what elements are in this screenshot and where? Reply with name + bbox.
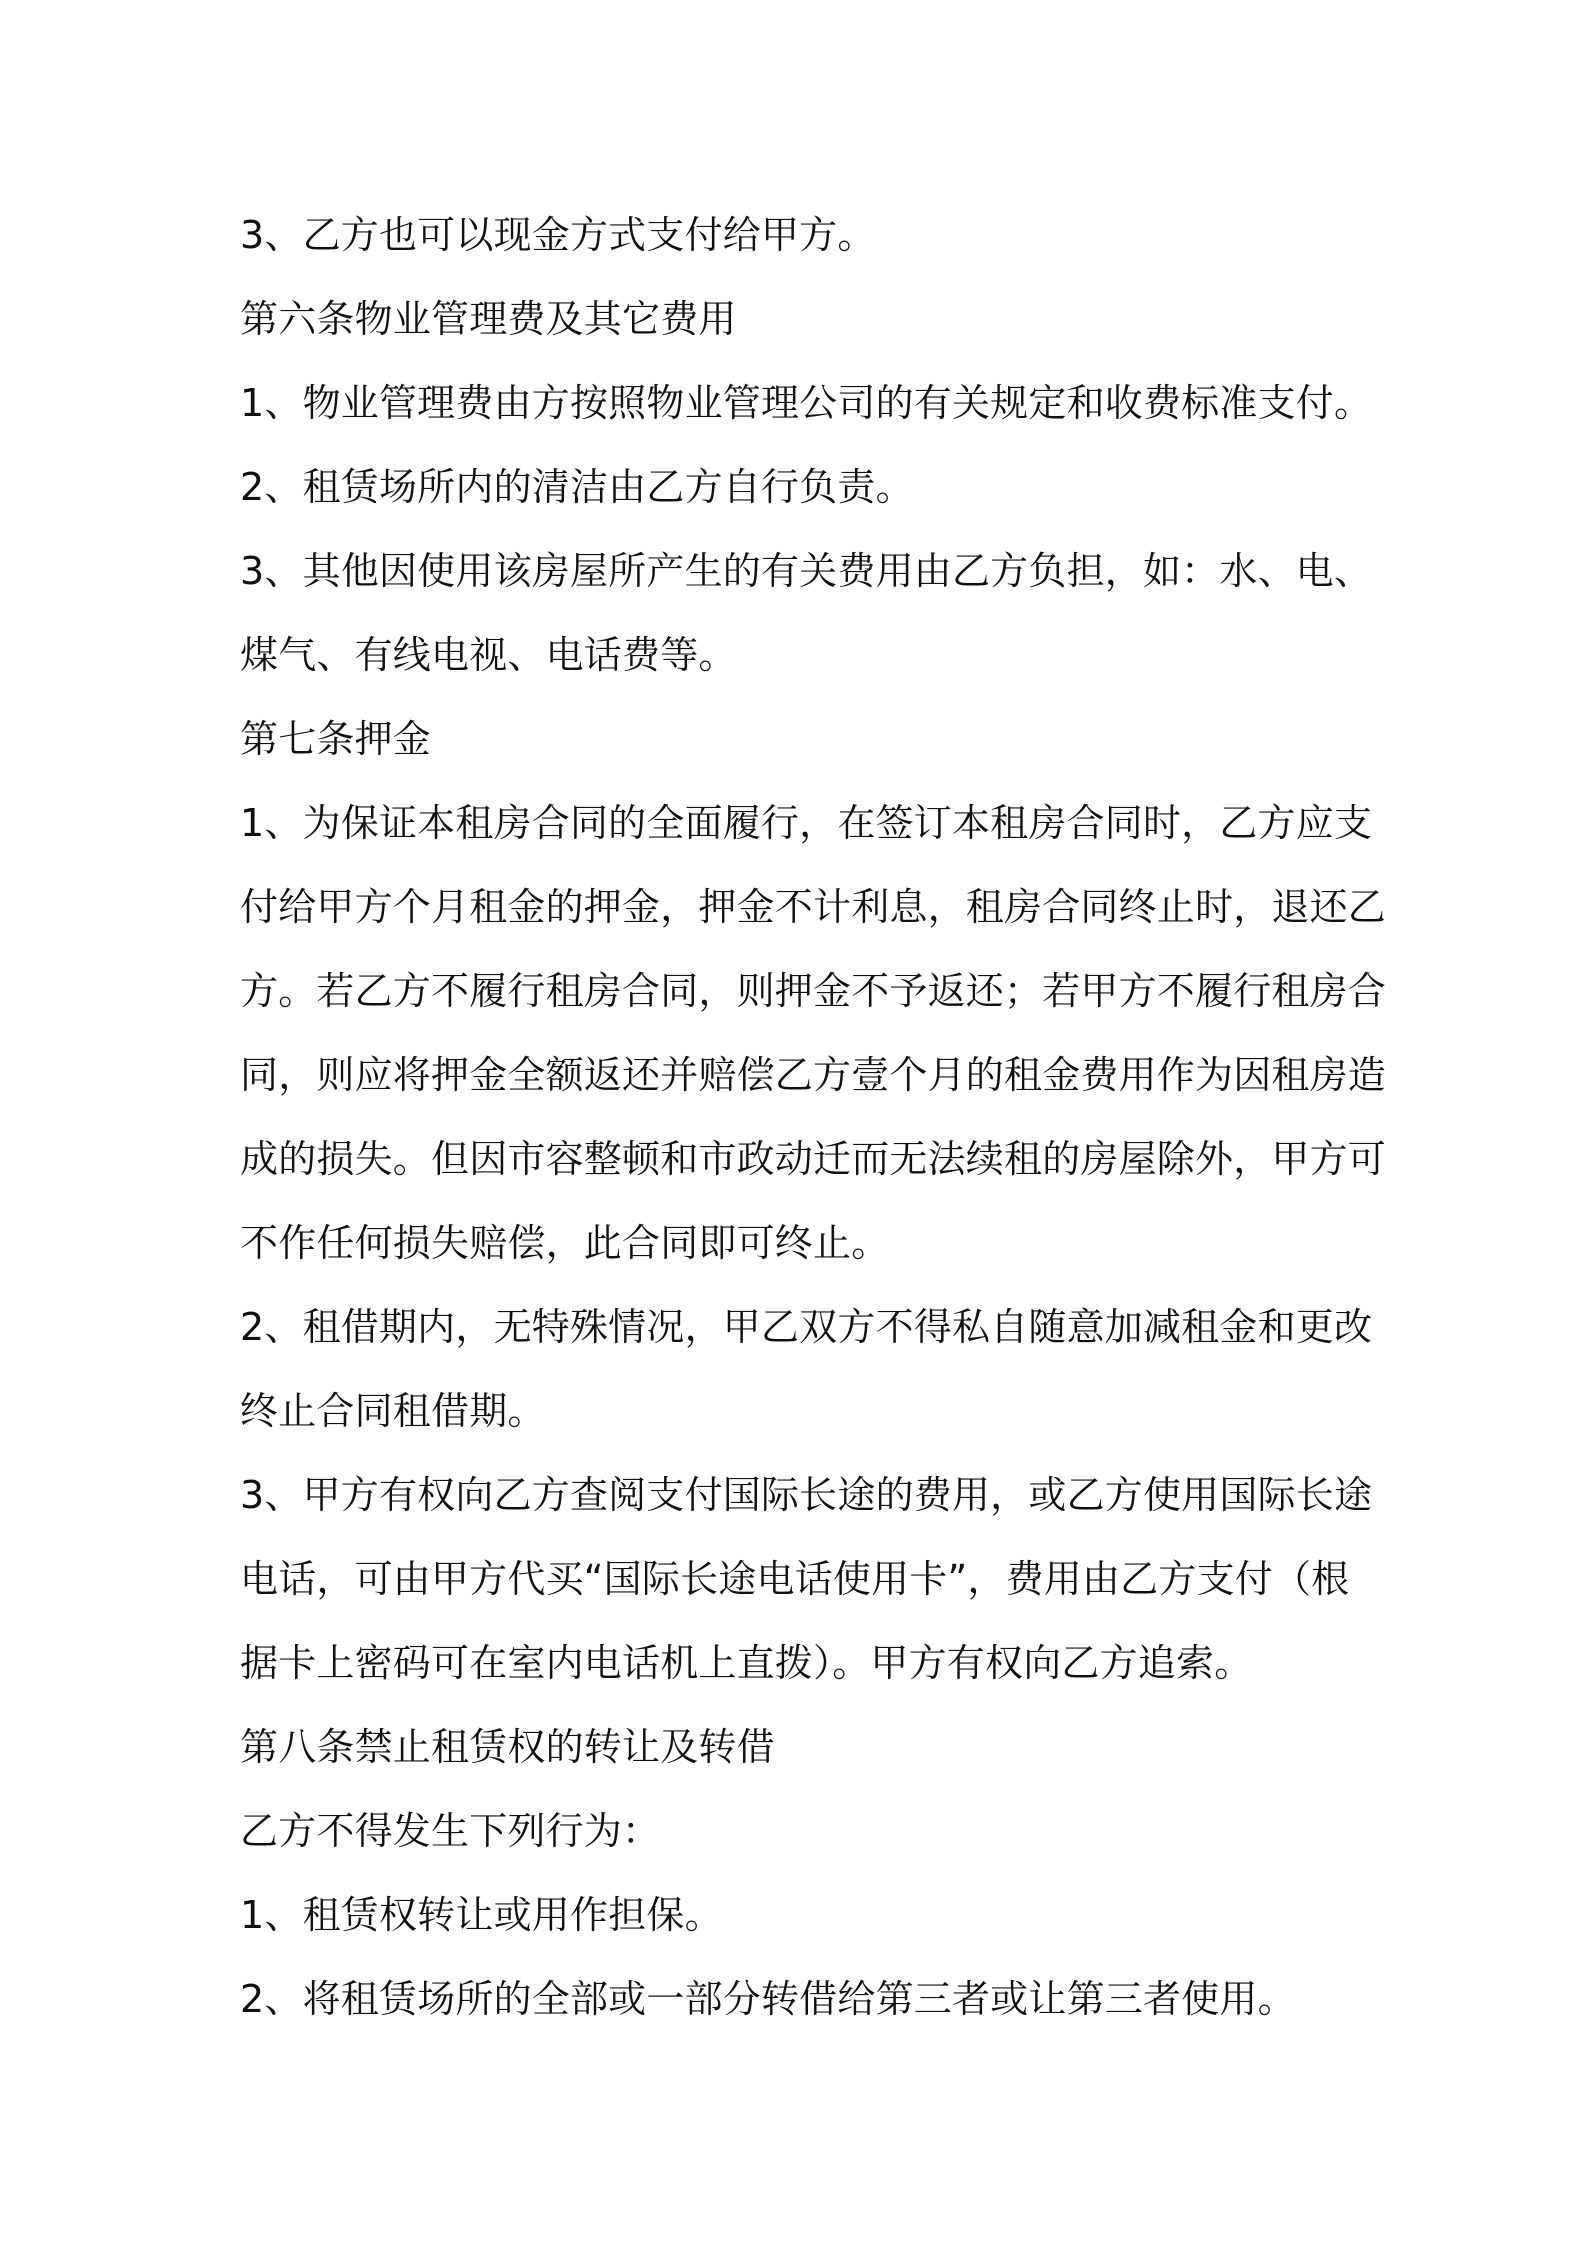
article-8-intro: 乙方不得发生下列行为： — [240, 1809, 661, 1853]
article-6-heading: 第六条物业管理费及其它费用 — [240, 297, 737, 341]
article-7-heading: 第七条押金 — [240, 717, 432, 761]
article-7-item-3-line-1: 3、甲方有权向乙方查阅支付国际长途的费用，或乙方使用国际长途 — [240, 1473, 1373, 1517]
article-7-item-1-line-4: 同，则应将押金全额返还并赔偿乙方壹个月的租金费用作为因租房造 — [240, 1053, 1387, 1097]
clause-6-item-3-cash-payment: 3、乙方也可以现金方式支付给甲方。 — [240, 213, 876, 257]
article-7-item-1-line-1: 1、为保证本租房合同的全面履行，在签订本租房合同时，乙方应支 — [240, 801, 1373, 845]
article-8-heading: 第八条禁止租赁权的转让及转借 — [240, 1725, 775, 1769]
article-7-item-3-line-2: 电话，可由甲方代买“国际长途电话使用卡”，费用由乙方支付（根 — [240, 1557, 1350, 1601]
article-7-item-2-line-2: 终止合同租借期。 — [240, 1389, 546, 1433]
article-8-item-1: 1、租赁权转让或用作担保。 — [240, 1893, 723, 1937]
article-7-item-1-line-2: 付给甲方个月租金的押金，押金不计利息，租房合同终止时，退还乙 — [240, 885, 1387, 929]
article-7-item-3-line-3: 据卡上密码可在室内电话机上直拨）。甲方有权向乙方追索。 — [240, 1641, 1253, 1685]
article-7-item-1-line-6: 不作任何损失赔偿，此合同即可终止。 — [240, 1221, 890, 1265]
article-7-item-1-line-3: 方。若乙方不履行租房合同，则押金不予返还；若甲方不履行租房合 — [240, 969, 1387, 1013]
article-7-item-1-line-5: 成的损失。但因市容整顿和市政动迁而无法续租的房屋除外，甲方可 — [240, 1137, 1387, 1181]
document-body — [240, 193, 1387, 2041]
article-7-item-2-line-1: 2、租借期内，无特殊情况，甲乙双方不得私自随意加减租金和更改 — [240, 1305, 1373, 1349]
article-6-item-3-line-2: 煤气、有线电视、电话费等。 — [240, 633, 737, 677]
article-6-item-1: 1、物业管理费由方按照物业管理公司的有关规定和收费标准支付。 — [240, 381, 1373, 425]
article-8-item-2: 2、将租赁场所的全部或一部分转借给第三者或让第三者使用。 — [240, 1977, 1296, 2021]
article-6-item-3-line-1: 3、其他因使用该房屋所产生的有关费用由乙方负担，如：水、电、 — [240, 549, 1373, 593]
article-6-item-2: 2、租赁场所内的清洁由乙方自行负责。 — [240, 465, 914, 509]
